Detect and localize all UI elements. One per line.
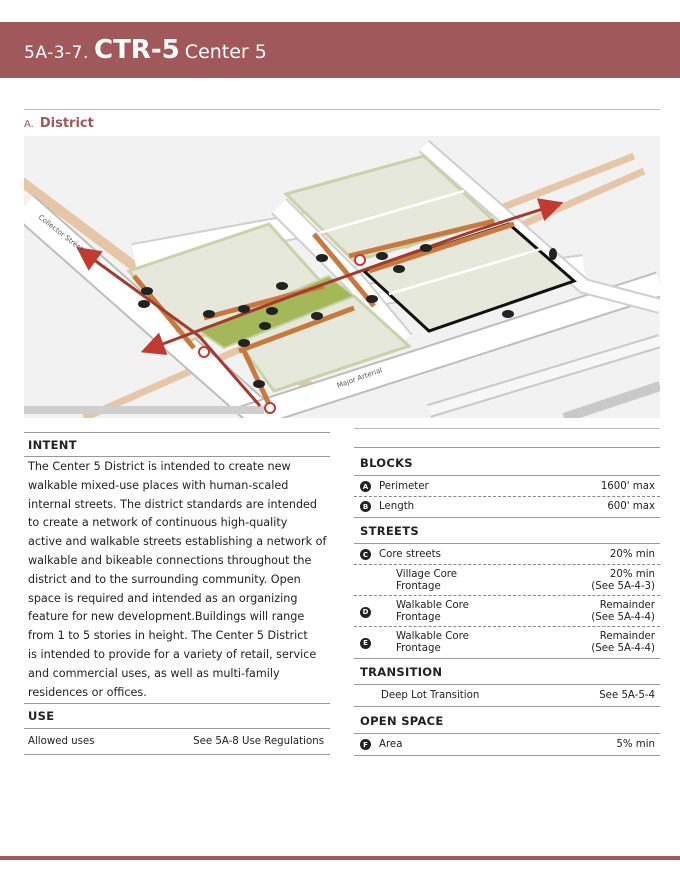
open-space-heading: OPEN SPACE (360, 714, 444, 728)
open-space-row (354, 734, 660, 755)
core-streets-label: Core streets (379, 549, 441, 560)
district-code: CTR-5 (93, 35, 180, 65)
section-letter: A. (24, 119, 34, 130)
intent-line: from 1 to 5 stories in height. The Center 5 District (28, 629, 308, 643)
intent-line: The Center 5 District is intended to create new (28, 460, 291, 473)
marker-e-icon: E (360, 638, 371, 649)
intent-line: internal streets. The district standards are intended (28, 497, 318, 511)
streets-heading: STREETS (360, 524, 419, 538)
marker-f-icon: F (360, 739, 371, 750)
marker-c-icon: C (360, 549, 371, 560)
section-code: 5A-3-7. (24, 43, 89, 63)
collector-street-label: Collector Street (36, 213, 85, 254)
transition-heading: TRANSITION (360, 665, 443, 679)
walkable-core-ref: (See 5A-4-4) (591, 612, 655, 623)
length-value: 600' max (607, 501, 655, 512)
intent-line: residences or offices. (28, 685, 147, 699)
divider (24, 109, 660, 110)
blocks-heading: BLOCKS (360, 456, 413, 470)
core-streets-row (354, 544, 660, 564)
open-space-label: Area (379, 739, 403, 750)
intent-line: space is required and intended as an organizing (28, 591, 298, 605)
intent-heading: INTENT (28, 438, 77, 452)
walkable-core-label-2: Frontage (396, 612, 441, 623)
perimeter-label: Perimeter (379, 481, 429, 492)
blocks-row (354, 497, 660, 517)
marker-a-icon: A (360, 481, 371, 492)
village-core-ref: (See 5A-4-3) (591, 581, 655, 592)
intent-line: to create a network of continuous high-quality (28, 516, 288, 530)
intent-line: active and walkable streets establishing a network of (28, 535, 327, 549)
marker-d-icon: D (360, 607, 371, 618)
core-streets-value: 20% min (609, 549, 655, 560)
perimeter-value: 1600' max (600, 481, 655, 492)
use-label: Allowed uses (28, 736, 95, 748)
transition-value: See 5A-5-4 (599, 690, 655, 701)
intent-section (24, 432, 330, 755)
village-core-row (354, 565, 660, 595)
district-name: Center 5 (184, 41, 267, 63)
walkable-core-row (354, 627, 660, 658)
open-space-value: 5% min (616, 739, 655, 750)
section-title (24, 116, 94, 131)
walkable-core-label: Walkable Core (396, 600, 469, 611)
section-title-text: District (39, 116, 94, 131)
length-label: Length (379, 501, 415, 512)
walkable-core-label: Walkable Core (396, 631, 469, 642)
district-diagram (24, 136, 660, 418)
walkable-core-value: Remainder (599, 631, 655, 642)
walkable-core-value: Remainder (599, 600, 655, 611)
village-core-label-2: Frontage (396, 581, 441, 592)
major-arterial-label: Major Arterial (335, 366, 384, 390)
intent-line: walkable mixed-use places with human-scaled (28, 478, 289, 492)
village-core-label: Village Core (396, 569, 458, 580)
transition-row (354, 685, 660, 706)
village-core-value: 20% min (609, 569, 655, 580)
standards-table (354, 428, 660, 756)
intent-line: district and to the surrounding community. Open (28, 572, 301, 586)
use-row (24, 729, 330, 754)
intent-line: feature for new development.Buildings will range (28, 610, 305, 624)
use-value: See 5A-8 Use Regulations (193, 736, 324, 748)
marker-b-icon: B (360, 501, 371, 512)
intent-paragraph (24, 457, 330, 702)
intent-line: and commercial uses, as well as multi-family (28, 666, 280, 680)
district-illustration (24, 136, 660, 418)
intent-line: walkable and bikeable connections throughout the (28, 553, 312, 567)
footer-bar (0, 856, 680, 860)
page-header (0, 22, 680, 78)
walkable-core-row (354, 596, 660, 626)
transition-label: Deep Lot Transition (381, 690, 480, 701)
use-heading: USE (28, 709, 55, 724)
header-title (24, 35, 267, 65)
blocks-row (354, 476, 660, 496)
walkable-core-ref: (See 5A-4-4) (591, 643, 655, 654)
intent-line: is intended to provide for a variety of retail, service (28, 647, 317, 661)
walkable-core-label-2: Frontage (396, 643, 441, 654)
